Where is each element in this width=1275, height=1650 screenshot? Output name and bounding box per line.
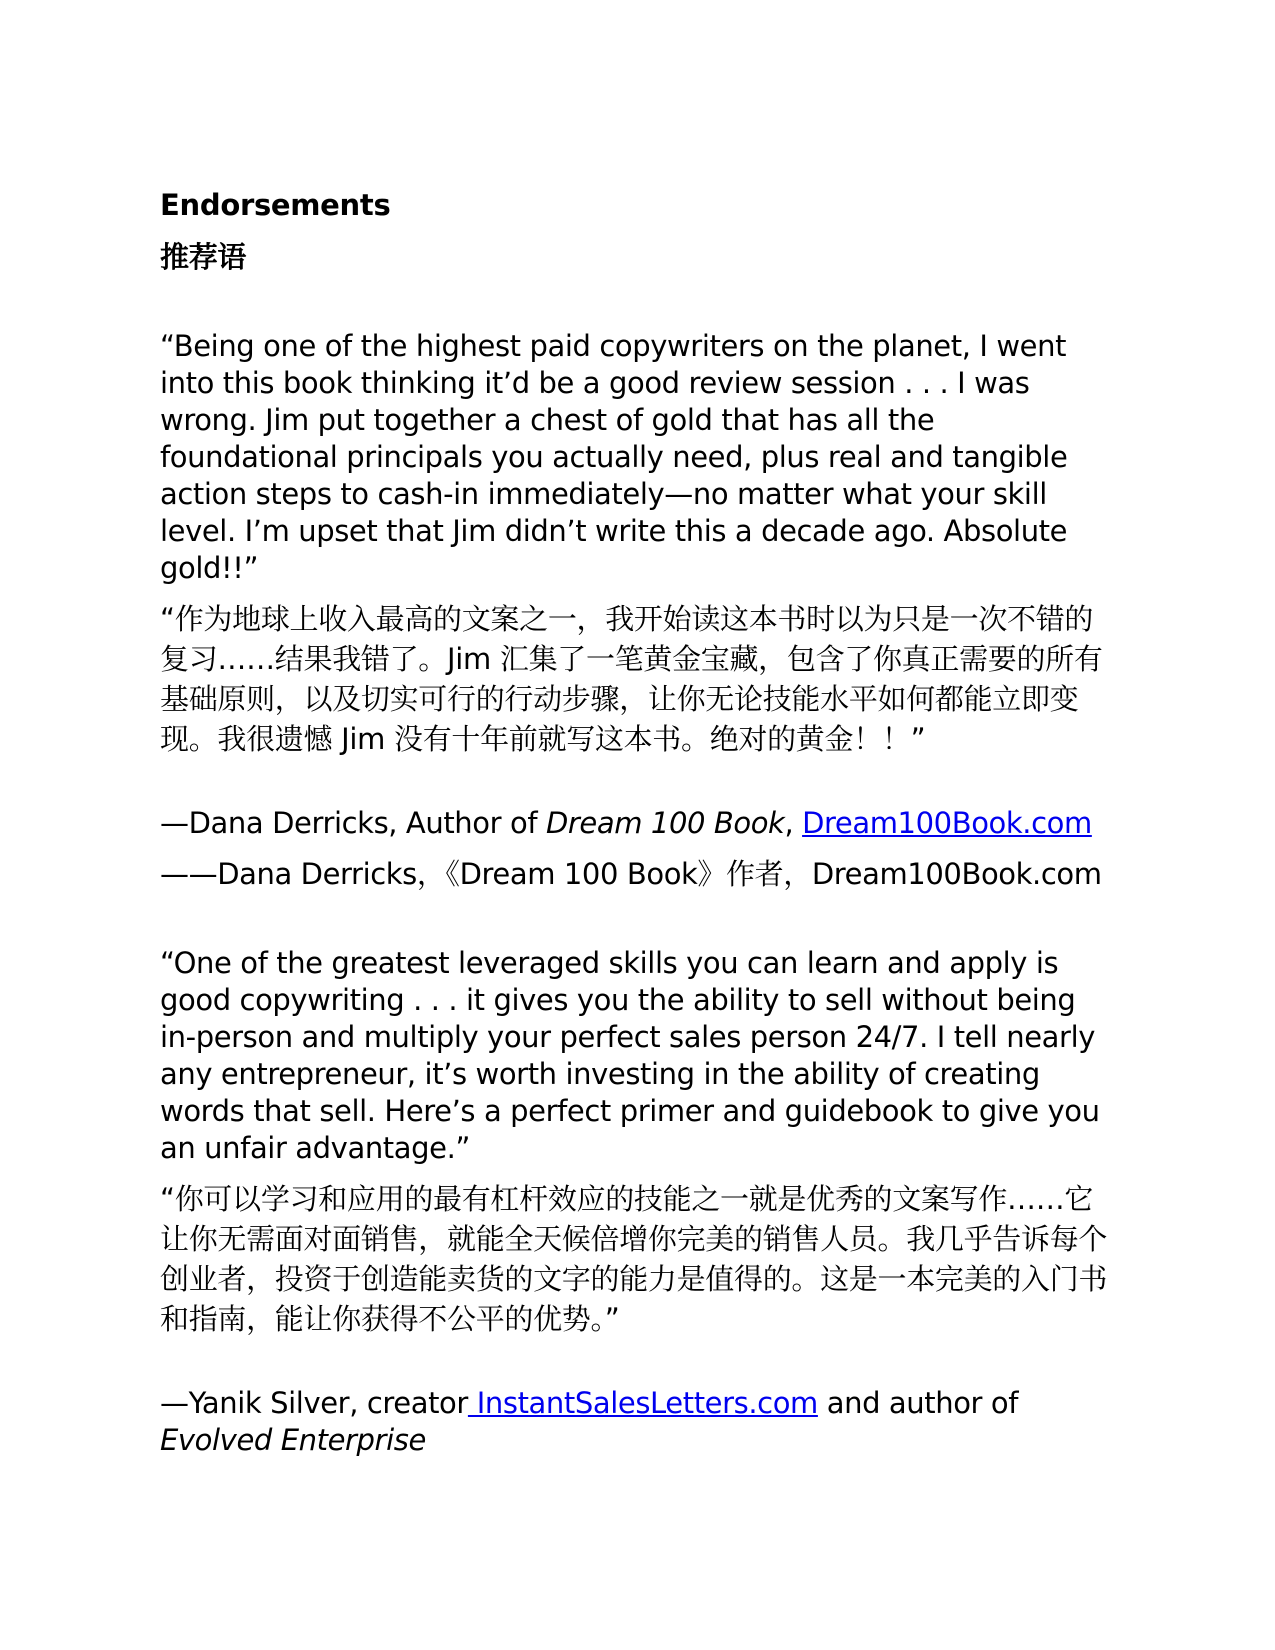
endorsement-attribution-en bbox=[160, 1385, 1115, 1459]
endorsement-block bbox=[160, 328, 1115, 893]
attribution-prefix: —Dana Derricks, Author of bbox=[160, 806, 546, 840]
attribution-middle: and author of bbox=[817, 1386, 1019, 1420]
section-heading-zh: 推荐语 bbox=[160, 240, 247, 274]
book-title: Evolved Enterprise bbox=[160, 1423, 426, 1457]
endorsement-attribution-zh: ——Dana Derricks，《Dream 100 Book》作者，Dream100Book.com bbox=[160, 857, 1102, 891]
attribution-prefix: —Yanik Silver, creator bbox=[160, 1386, 468, 1420]
dream100book-link[interactable]: Dream100Book.com bbox=[802, 806, 1092, 840]
endorsement-quote-en: “One of the greatest leveraged skills you can learn and apply is good copywriting . . . it gives you the ability to sell without being in-person and multiply your perfect sales person 24/7. I tell nearly any entrepreneur, it’s worth investing in the ability of creating words that sell. Here’s a perfect primer and guidebook to give you an unfair advantage.” bbox=[160, 946, 1100, 1165]
endorsement-quote-zh: “作为地球上收入最高的文案之一，我开始读这本书时以为只是一次不错的复习……结果我错了。Jim 汇集了一笔黄金宝藏，包含了你真正需要的所有基础原则，以及切实可行的行动步骤，让你无论技能水平如何都能立即变现。我很遗憾 Jim 没有十年前就写这本书。绝对的黄金！！” bbox=[160, 602, 1103, 756]
section-heading-en: Endorsements bbox=[160, 188, 391, 222]
attribution-separator: , bbox=[784, 806, 803, 840]
endorsement-quote-en: “Being one of the highest paid copywriters on the planet, I went into this book thinking it’d be a good review session . . . I was wrong. Jim put together a chest of gold that has all the foundational principals you actually need, plus real and tangible action steps to cash-in immediately—no matter what your skill level. I’m upset that Jim didn’t write this a decade ago. Absolute gold!!” bbox=[160, 329, 1068, 585]
document-page bbox=[160, 186, 1115, 1459]
endorsement-attribution-en bbox=[160, 805, 1115, 842]
endorsement-quote-zh: “你可以学习和应用的最有杠杆效应的技能之一就是优秀的文案写作……它让你无需面对面销售，就能全天候倍增你完美的销售人员。我几乎告诉每个创业者，投资于创造能卖货的文字的能力是值得的。这是一本完美的入门书和指南，能让你获得不公平的优势。” bbox=[160, 1182, 1108, 1336]
endorsement-block bbox=[160, 945, 1115, 1459]
book-title: Dream 100 Book bbox=[545, 806, 785, 840]
instantsalesletters-link[interactable]: InstantSalesLetters.com bbox=[467, 1386, 818, 1420]
